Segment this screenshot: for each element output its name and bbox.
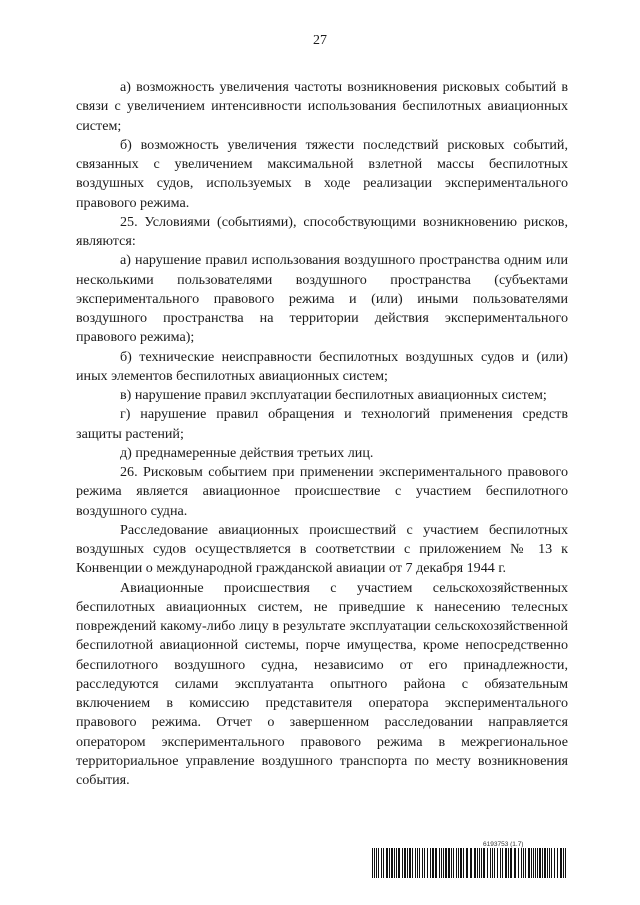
paragraph-operation-violation: в) нарушение правил эксплуатации беспилотных авиационных систем;	[120, 387, 547, 403]
paragraph-plant-protection: г) нарушение правил обращения и технологий применения средств защиты растений;	[76, 406, 568, 442]
paragraph-agricultural-incidents: Авиационные происшествия с участием сельскохозяйственных беспилотных авиационных систем, не приведшие к нанесению телесных повреждений какому-либо лицу в результате эксплуатации сельскохозяйственной беспилотной авиационной системы, порче имущества, кроме непосредственно беспилотного воздушного судна, независимо от его принадлежности, расследуются силами эксплуатанта опытного района с обязательным включением в комиссию представителя оператора экспериментального правового режима. Отчет о завершенном расследовании направляется оператором экспериментального правового режима в межрегиональное территориальное управление воздушного транспорта по месту возникновения события.	[76, 579, 568, 788]
barcode-icon	[372, 848, 568, 878]
paragraph-section-25: 25. Условиями (событиями), способствующими возникновению рисков, являются:	[76, 213, 568, 249]
paragraph-section-26: 26. Рисковым событием при применении экспериментального правового режима является авиационное происшествие с участием беспилотного воздушного судна.	[76, 464, 568, 519]
paragraph-risk-frequency: а) возможность увеличения частоты возникновения рисковых событий в связи с увеличением интенсивности использования беспилотных авиационных систем;	[76, 79, 568, 134]
paragraph-risk-severity: б) возможность увеличения тяжести последствий рисковых событий, связанных с увеличением максимальной взлетной массы беспилотных воздушных судов, используемых в ходе реализации экспериментального правового режима.	[76, 136, 568, 211]
paragraph-third-parties: д) преднамеренные действия третьих лиц.	[120, 444, 374, 461]
paragraph-technical-faults: б) технические неисправности беспилотных воздушных судов и (или) иных элементов беспилотных авиационных систем;	[76, 348, 568, 384]
document-code: 6193753 (1.7)	[483, 841, 524, 848]
paragraph-investigation: Расследование авиационных происшествий с участием беспилотных воздушных судов осуществляется в соответствии с приложением № 13 к Конвенции о международной гражданской авиации от 7 декабря 1944 г.	[76, 521, 568, 577]
paragraph-airspace-violation: а) нарушение правил использования воздушного пространства одним или несколькими пользователями воздушного пространства (субъектами экспериментального правового режима и (или) иными пользователями воздушного пространства на территории действия экспериментального правового режима);	[76, 252, 568, 346]
document-body	[76, 78, 568, 790]
page-number: 27	[313, 33, 327, 48]
